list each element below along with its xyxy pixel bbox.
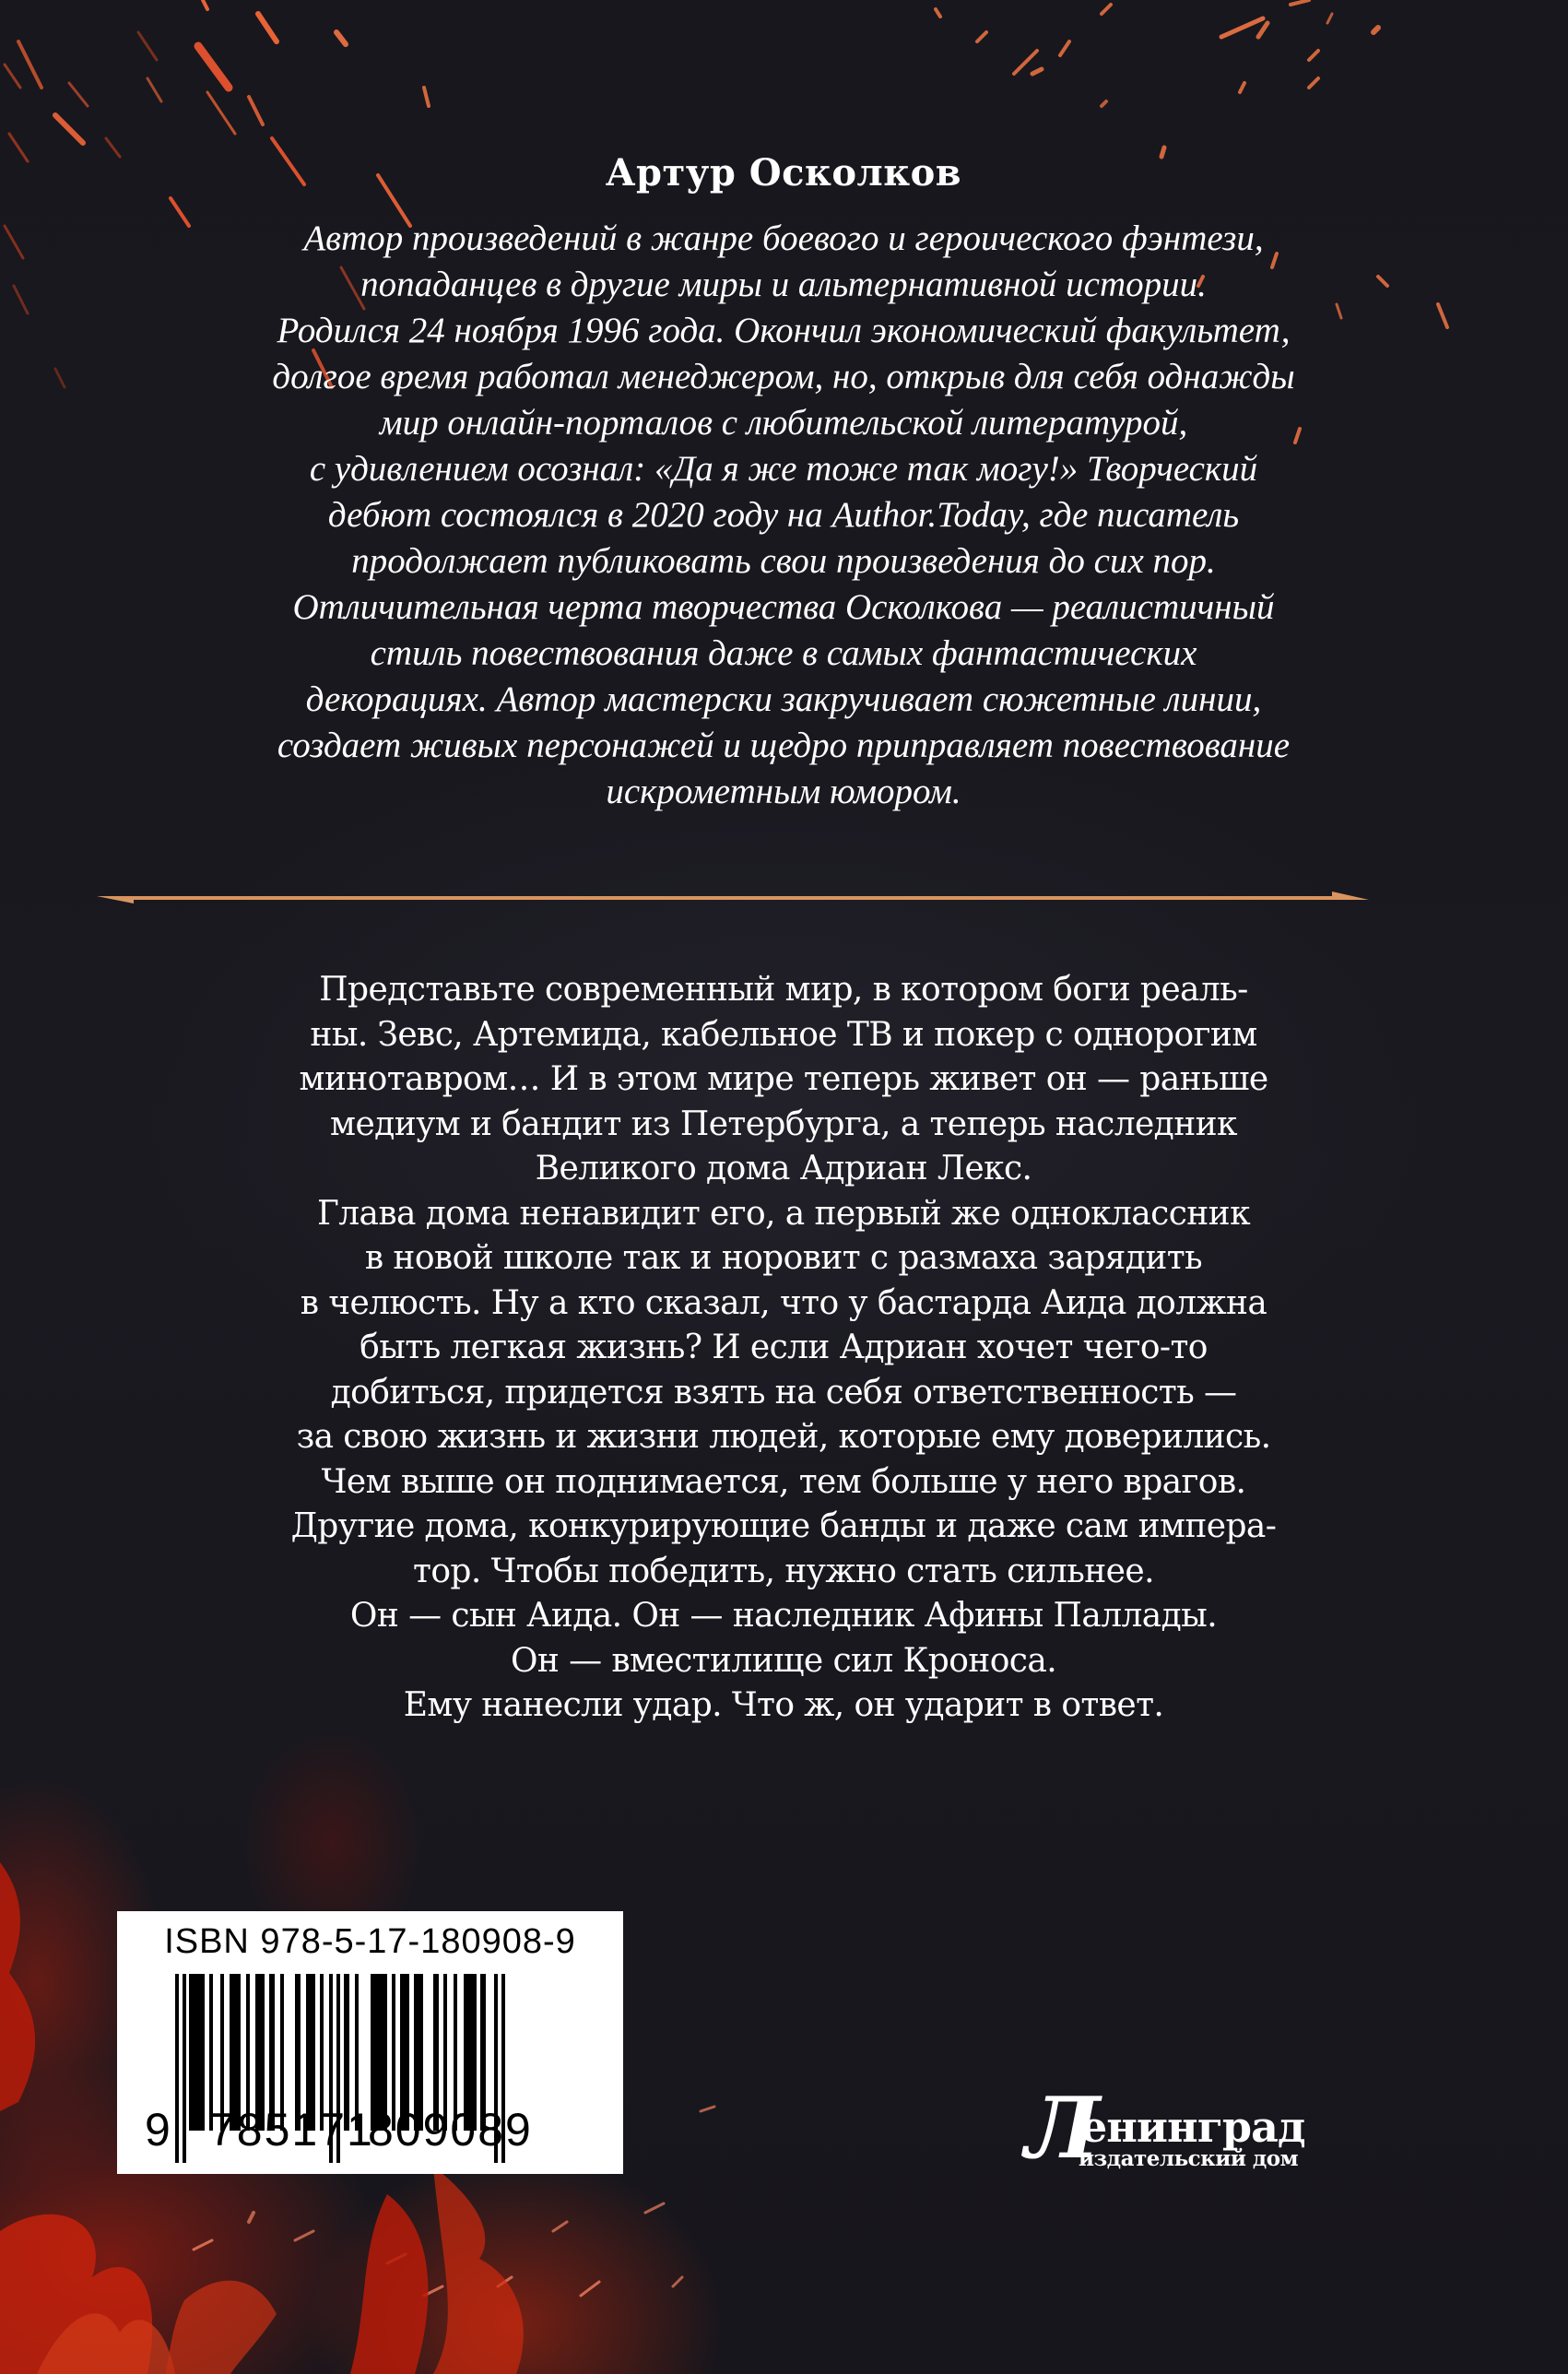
author-name: Артур Осколков bbox=[605, 151, 962, 195]
barcode-digits-right: 809089 bbox=[368, 2104, 533, 2155]
annotation-line: быть легкая жизнь? И если Адриан хочет чего-то bbox=[360, 1329, 1208, 1366]
author-bio-line: с удивлением осознал: «Да я же тоже так могу!» Творческий bbox=[309, 449, 1258, 489]
publisher-logo-subtitle: издательский дом bbox=[1079, 2146, 1299, 2171]
section-divider bbox=[97, 889, 1369, 907]
annotation-line: добиться, придется взять на себя ответственность — bbox=[330, 1373, 1237, 1411]
author-bio-line: Автор произведений в жанре боевого и героического фэнтези, bbox=[303, 219, 1264, 258]
isbn-barcode bbox=[117, 1911, 623, 2174]
author-section bbox=[138, 148, 1429, 815]
annotation-line: медиум и бандит из Петербурга, а теперь наследник bbox=[330, 1104, 1237, 1143]
publisher-logo-name: енинград bbox=[1080, 2102, 1305, 2152]
isbn-label: ISBN 978-5-17-180908-9 bbox=[164, 1922, 576, 1961]
author-bio-line: Родился 24 ноября 1996 года. Окончил экономический факультет, bbox=[277, 311, 1291, 350]
annotation-line: Ему нанесли удар. Что ж, он ударит в ответ. bbox=[403, 1686, 1164, 1724]
annotation-line: Он — вместилище сил Кроноса. bbox=[510, 1641, 1057, 1680]
author-bio-line: мир онлайн-порталов с любительской литературой, bbox=[379, 403, 1188, 443]
annotation-line: в челюсть. Ну а кто сказал, что у бастарда Аида должна bbox=[300, 1283, 1267, 1322]
author-bio-line: долгое время работал менеджером, но, открыв для себя однажды bbox=[272, 357, 1295, 396]
author-bio-line: продолжает публиковать свои произведения до сих пор. bbox=[351, 541, 1216, 581]
author-bio-line: попаданцев в другие миры и альтернативной истории. bbox=[360, 265, 1207, 304]
annotation-line: Чем выше он поднимается, тем больше у него врагов. bbox=[321, 1462, 1246, 1501]
annotation-line: Великого дома Адриан Лекс. bbox=[535, 1150, 1032, 1187]
annotation-line: ны. Зевс, Артемида, кабельное ТВ и покер с однорогим bbox=[310, 1015, 1257, 1054]
annotation-line: за свою жизнь и жизни людей, которые ему доверились. bbox=[296, 1418, 1271, 1456]
annotation-line: тор. Чтобы победить, нужно стать сильнее. bbox=[413, 1552, 1154, 1590]
author-bio-line: создает живых персонажей и щедро приправляет повествование bbox=[277, 726, 1291, 765]
publisher-logo-initial: Л bbox=[1025, 2078, 1101, 2178]
book-annotation bbox=[184, 968, 1383, 1729]
barcode-digit-first: 9 bbox=[145, 2104, 171, 2155]
annotation-line: Другие дома, конкурирующие банды и даже сам импера- bbox=[290, 1507, 1277, 1545]
annotation-line: в новой школе так и норовит с размаха зарядить bbox=[364, 1239, 1203, 1277]
annotation-line: Он — сын Аида. Он — наследник Афины Паллады. bbox=[349, 1597, 1218, 1635]
annotation-line: Глава дома ненавидит его, а первый же одноклассник bbox=[317, 1194, 1250, 1233]
author-bio-line: дебют состоялся в 2020 году на Author.Today, где писатель bbox=[327, 495, 1240, 535]
annotation-line: Представьте современный мир, в котором боги реаль- bbox=[319, 971, 1248, 1009]
barcode-digits-left: 785171 bbox=[209, 2104, 374, 2155]
author-bio-line: стиль повествования даже в самых фантастических bbox=[370, 633, 1197, 673]
publisher-logo bbox=[1025, 2078, 1394, 2183]
author-bio-line: искрометным юмором. bbox=[606, 772, 961, 811]
author-bio-line: декорациях. Автор мастерски закручивает сюжетные линии, bbox=[305, 679, 1262, 719]
annotation-line: минотавром… И в этом мире теперь живет он — раньше bbox=[299, 1060, 1268, 1098]
author-bio bbox=[138, 216, 1429, 815]
author-bio-line: Отличительная черта творчества Осколкова — реалистичный bbox=[292, 587, 1275, 627]
